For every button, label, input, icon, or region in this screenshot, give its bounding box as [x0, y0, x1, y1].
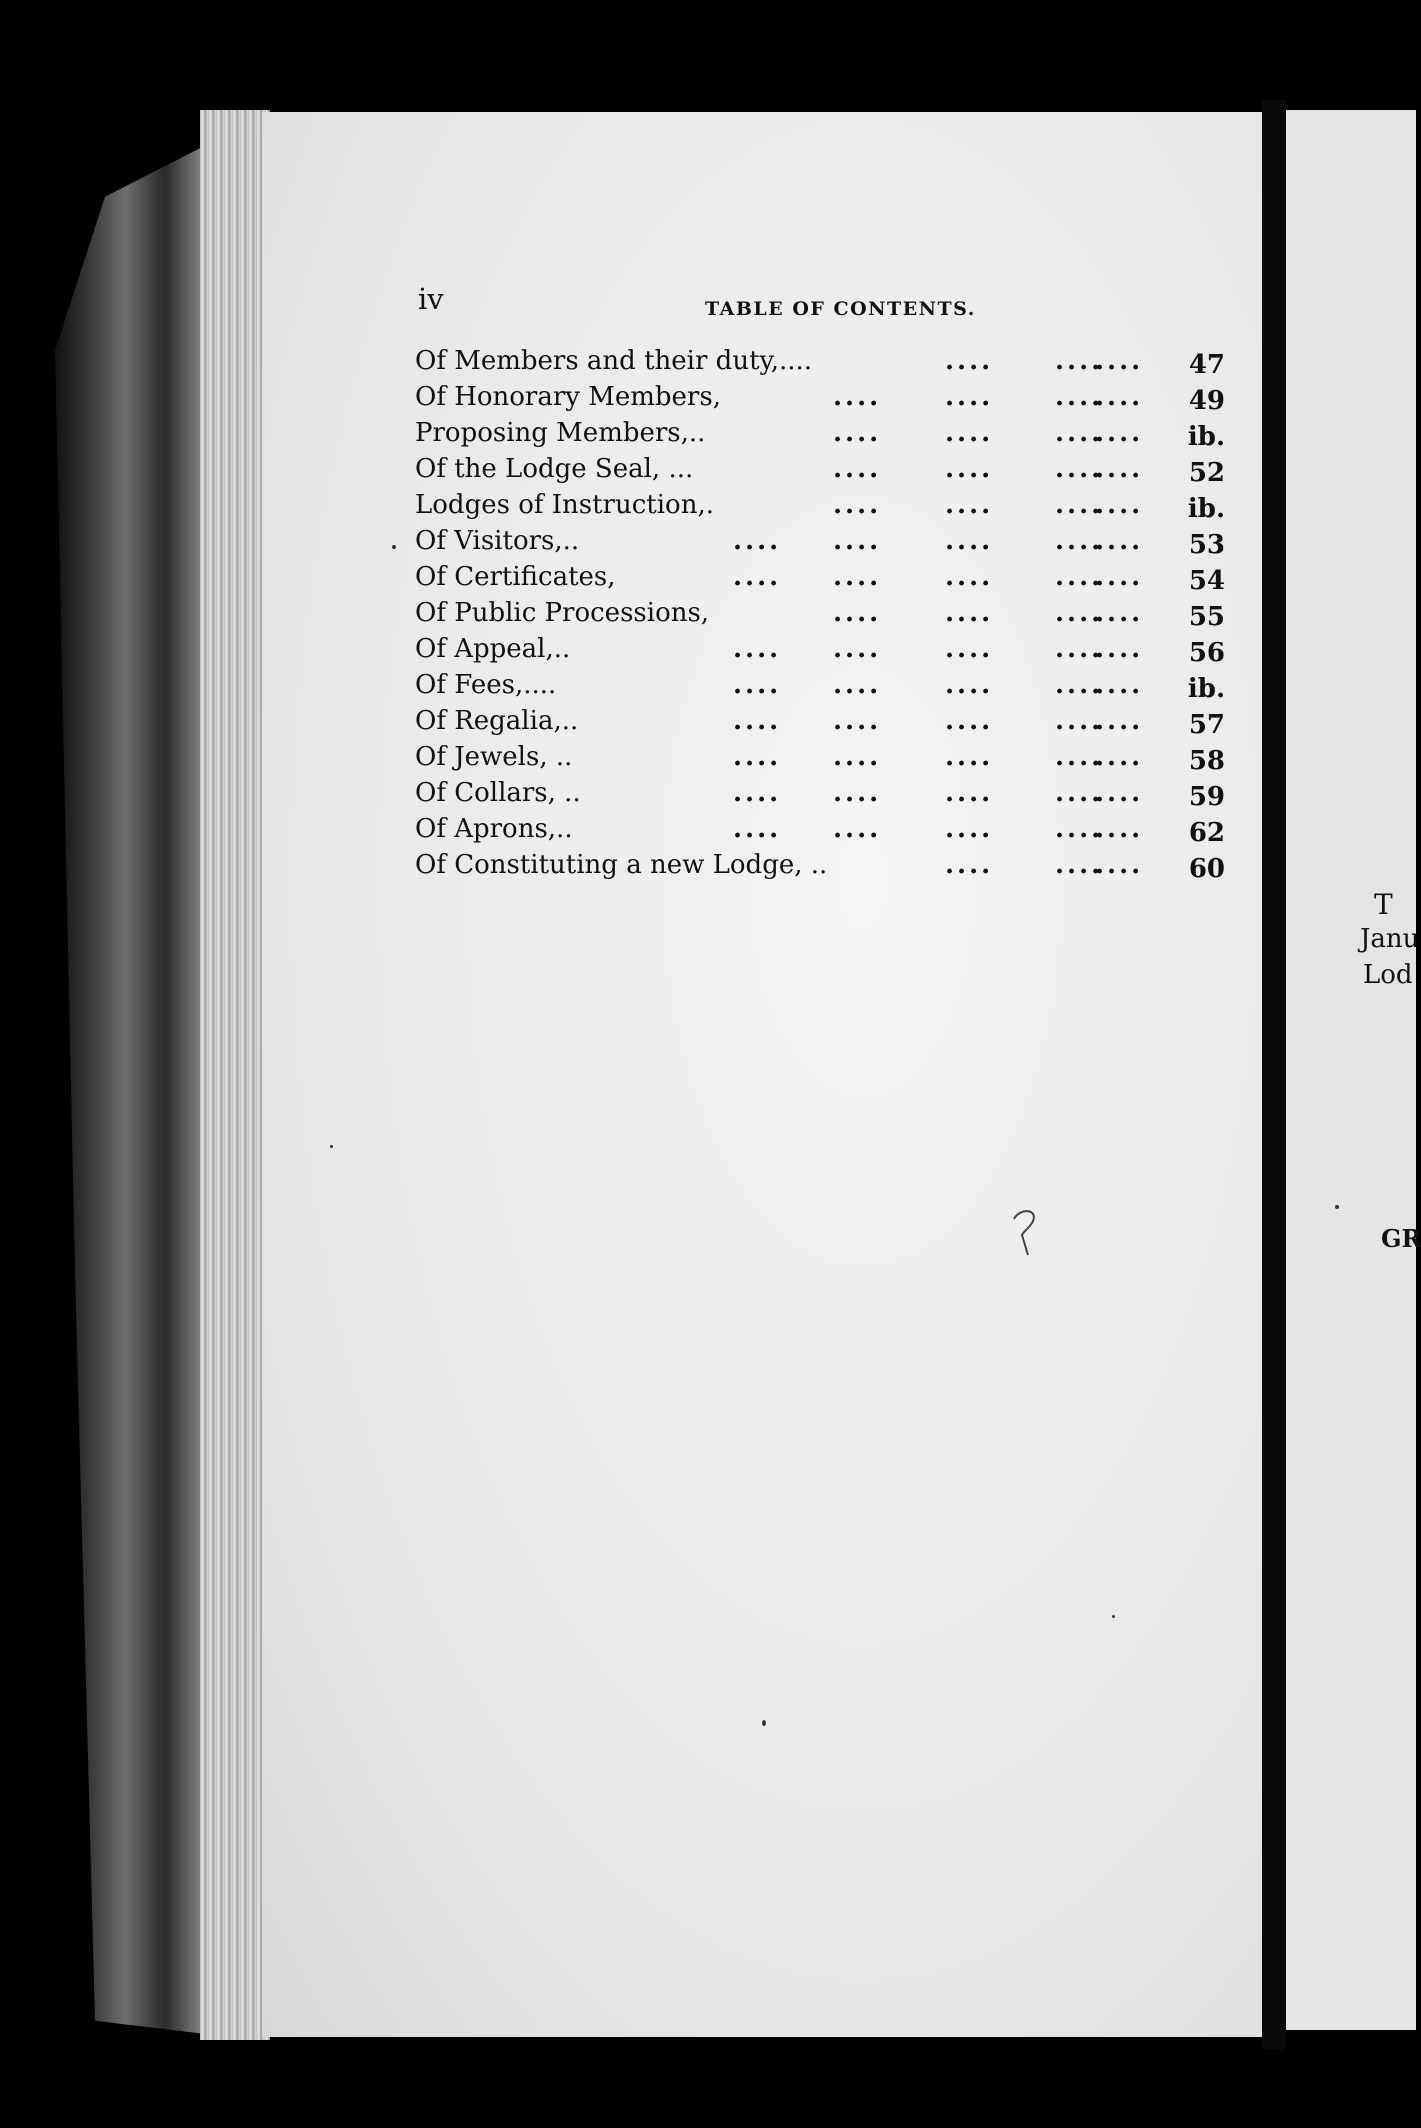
leader-dots: .... — [833, 706, 882, 736]
speck — [1112, 1615, 1115, 1618]
leader-dots: .... — [1055, 850, 1104, 880]
leader-dots: .... — [733, 814, 782, 844]
leader-dots: .... — [1095, 634, 1144, 664]
leader-dots: .... — [1055, 418, 1104, 448]
leader-dots: .... — [1055, 562, 1104, 592]
pencil-mark — [1010, 1205, 1046, 1257]
toc-entry-page: 49 — [1188, 386, 1225, 416]
leader-dots: .... — [733, 706, 782, 736]
leader-dots: .... — [733, 742, 782, 772]
toc-entry — [415, 526, 1235, 562]
toc-entry — [415, 742, 1235, 778]
running-head: TABLE OF CONTENTS. — [705, 298, 976, 320]
toc-entry-page: 52 — [1188, 458, 1225, 488]
leader-dots: .... — [833, 562, 882, 592]
speck — [330, 1145, 333, 1148]
toc-entry — [415, 670, 1235, 706]
toc-entry-title: Proposing Members,.. — [415, 418, 706, 448]
toc-entry-page: 62 — [1188, 818, 1225, 848]
leader-dots: .... — [833, 778, 882, 808]
toc-entry — [415, 382, 1235, 418]
toc-entry-page: 55 — [1188, 602, 1225, 632]
toc-entry — [415, 706, 1235, 742]
leader-dots: .... — [1095, 490, 1144, 520]
leader-dots: .... — [1095, 526, 1144, 556]
leader-dots: .... — [1055, 454, 1104, 484]
toc-entry-title: Of Collars, .. — [415, 778, 581, 808]
leader-dots: .... — [945, 490, 994, 520]
toc-entry-page: 59 — [1188, 782, 1225, 812]
leader-dots: .... — [945, 634, 994, 664]
toc-entry — [415, 814, 1235, 850]
toc-entry-title: Lodges of Instruction,. — [415, 490, 714, 520]
leader-dots: .... — [833, 490, 882, 520]
toc-entry-title: Of Appeal,.. — [415, 634, 571, 664]
toc-entry-title: Of Jewels, .. — [415, 742, 573, 772]
leader-dots: .... — [945, 346, 994, 376]
leader-dots: .... — [945, 742, 994, 772]
leader-dots: .... — [1095, 418, 1144, 448]
leader-dots: .... — [833, 814, 882, 844]
leader-dots: .... — [1095, 598, 1144, 628]
leader-dots: .... — [1095, 706, 1144, 736]
leader-dots: .... — [1095, 850, 1144, 880]
toc-entry-title: Of Honorary Members, — [415, 382, 721, 412]
facing-page-line-1: T — [1374, 888, 1393, 921]
toc-entry-title: Of the Lodge Seal, ... — [415, 454, 694, 484]
leader-dots: .... — [1055, 814, 1104, 844]
toc-entry-page: 60 — [1188, 854, 1225, 884]
leader-dots: .... — [945, 382, 994, 412]
toc-entry-title: Of Aprons,.. — [415, 814, 573, 844]
leader-dots: .... — [1055, 670, 1104, 700]
toc-entry — [415, 634, 1235, 670]
leader-dots: .... — [733, 526, 782, 556]
leader-dots: .... — [1055, 490, 1104, 520]
toc-entry-title: Of Visitors,.. — [415, 526, 580, 556]
leader-dots: .... — [833, 670, 882, 700]
toc-entry — [415, 346, 1235, 382]
toc-entry-page: 47 — [1188, 350, 1225, 380]
speck — [762, 1720, 766, 1726]
toc-entry-page: 58 — [1188, 746, 1225, 776]
leader-dots: .... — [1095, 382, 1144, 412]
toc-entry — [415, 598, 1235, 634]
facing-page — [1286, 110, 1421, 2030]
leader-dots: .... — [833, 418, 882, 448]
leader-dots: .... — [833, 382, 882, 412]
leader-dots: .... — [1095, 742, 1144, 772]
toc-entry — [415, 778, 1235, 814]
leader-dots: .... — [945, 562, 994, 592]
leader-dots: .... — [945, 454, 994, 484]
leader-dots: .... — [1055, 742, 1104, 772]
leader-dots: .... — [945, 526, 994, 556]
leader-dots: .... — [1055, 346, 1104, 376]
leader-dots: .... — [1095, 562, 1144, 592]
leader-dots: .... — [945, 598, 994, 628]
book-gutter — [1262, 100, 1286, 2050]
leader-dots: .... — [833, 634, 882, 664]
leader-dots: .... — [1055, 598, 1104, 628]
toc-entry-page: ib. — [1187, 674, 1225, 704]
leader-dots: .... — [945, 670, 994, 700]
toc-entry-page: 56 — [1188, 638, 1225, 668]
leader-dots: .... — [945, 814, 994, 844]
leader-dots: .... — [1055, 778, 1104, 808]
page-stack-edge — [200, 110, 270, 2040]
toc-entry-page: 57 — [1188, 710, 1225, 740]
toc-entry-page: ib. — [1187, 494, 1225, 524]
toc-entry — [415, 850, 1235, 886]
leader-dots: .... — [733, 562, 782, 592]
toc-entry-title: Of Constituting a new Lodge, .. — [415, 850, 828, 880]
toc-entry-page: ib. — [1187, 422, 1225, 452]
facing-page-line-3: Lod — [1363, 960, 1413, 990]
leader-dots: .... — [733, 670, 782, 700]
leader-dots: .... — [1055, 382, 1104, 412]
leader-dots: .... — [945, 418, 994, 448]
leader-dots: .... — [733, 778, 782, 808]
leader-dots: .... — [833, 454, 882, 484]
leader-dots: .... — [945, 850, 994, 880]
leader-dots: .... — [833, 526, 882, 556]
toc-entry-title: Of Public Processions, — [415, 598, 710, 628]
toc-entry-title: Of Fees,.... — [415, 670, 557, 700]
toc-entry — [415, 490, 1235, 526]
facing-page-line-4: GR — [1381, 1224, 1421, 1253]
leader-dots: .... — [1095, 346, 1144, 376]
leader-dots: .... — [1095, 454, 1144, 484]
leader-dots: .... — [833, 742, 882, 772]
toc-entry — [415, 418, 1235, 454]
toc-entry — [415, 562, 1235, 598]
toc-entry-page: 53 — [1188, 530, 1225, 560]
leader-dots: .... — [945, 706, 994, 736]
toc-entry-page: 54 — [1188, 566, 1225, 596]
leader-dots: .... — [1095, 670, 1144, 700]
leader-dots: .... — [1095, 814, 1144, 844]
leader-dots: .... — [733, 634, 782, 664]
speck — [1335, 1205, 1339, 1209]
leader-dots: .... — [1095, 778, 1144, 808]
leader-dots: .... — [1055, 706, 1104, 736]
leader-dots: .... — [1055, 526, 1104, 556]
toc-entry-title: Of Certificates, — [415, 562, 616, 592]
facing-page-line-2: Janu — [1360, 924, 1420, 954]
leader-dots: .... — [1055, 634, 1104, 664]
speck — [392, 545, 396, 549]
leader-dots: .... — [945, 778, 994, 808]
toc-entry — [415, 454, 1235, 490]
page-number: iv — [418, 282, 444, 316]
table-of-contents — [415, 346, 1235, 886]
toc-entry-title: Of Members and their duty,.... — [415, 346, 813, 376]
leader-dots: .... — [833, 598, 882, 628]
toc-entry-title: Of Regalia,.. — [415, 706, 579, 736]
